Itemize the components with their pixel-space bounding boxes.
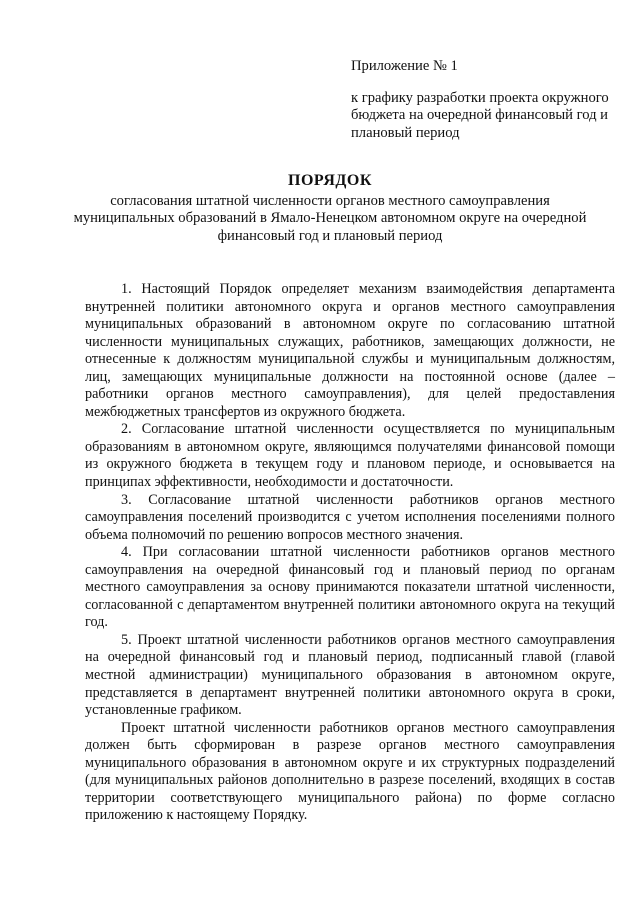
document-subtitle: согласования штатной численности органов местного самоуправления муниципальных образований в Ямало-Ненецком автономном округе на очередной финансовый год и плановый период xyxy=(73,193,587,244)
paragraph-6: Проект штатной численности работников органов местного самоуправления должен быть сформирован в разрезе органов местного самоуправления муниципального образования в автономном округе и их структурных подразделений (для муниципальных районов дополнительно в разрезе поселений, входящих в состав территории соответствующего муниципального района) по форме согласно приложению к настоящему Порядку. xyxy=(85,719,615,824)
document-body xyxy=(85,281,615,825)
paragraph-1: 1. Настоящий Порядок определяет механизм взаимодействия департамента внутренней политики автономного округа и органов местного самоуправления муниципальных образований в автономном округе по согласованию штатной численности муниципальных служащих, работников, замещающих должности, не отнесенные к должностям муниципальной службы и муниципальным должностям, лиц, замещающих муниципальные должности на постоянной основе (далее – работники органов местного самоуправления), для целей предоставления межбюджетных трансфертов из окружного бюджета. xyxy=(85,281,615,420)
appendix-subtitle: к графику разработки проекта окружного бюджета на очередной финансовый год и плановый период xyxy=(351,89,609,141)
appendix-title: Приложение № 1 xyxy=(351,58,458,74)
paragraph-2: 2. Согласование штатной численности осуществляется по муниципальным образованиям в автономном округе, являющимся получателями финансовой помощи из окружного бюджета в текущем году и плановом периоде, и основывается на принципах эффективности, необходимости и достаточности. xyxy=(85,421,615,491)
document-heading xyxy=(60,171,600,245)
paragraph-5: 5. Проект штатной численности работников органов местного самоуправления на очередной финансовый год и плановый период, подписанный главой (главой местной администрации) муниципального образования в автономном округе, представляется в департамент внутренней политики автономного округа в сроки, установленные графиком. xyxy=(85,631,615,719)
paragraph-4: 4. При согласовании штатной численности работников органов местного самоуправления на очередной финансовый год и плановый период по органам местного самоуправления за основу принимаются показатели штатной численности, согласованной с департаментом внутренней политики автономного округа на текущий год. xyxy=(85,544,615,631)
paragraph-3: 3. Согласование штатной численности работников органов местного самоуправления поселений производится с учетом исполнения поселениями полного объема полномочий по решению вопросов местного значения. xyxy=(85,491,615,543)
appendix-block xyxy=(351,58,621,142)
document-title: ПОРЯДОК xyxy=(288,172,372,189)
